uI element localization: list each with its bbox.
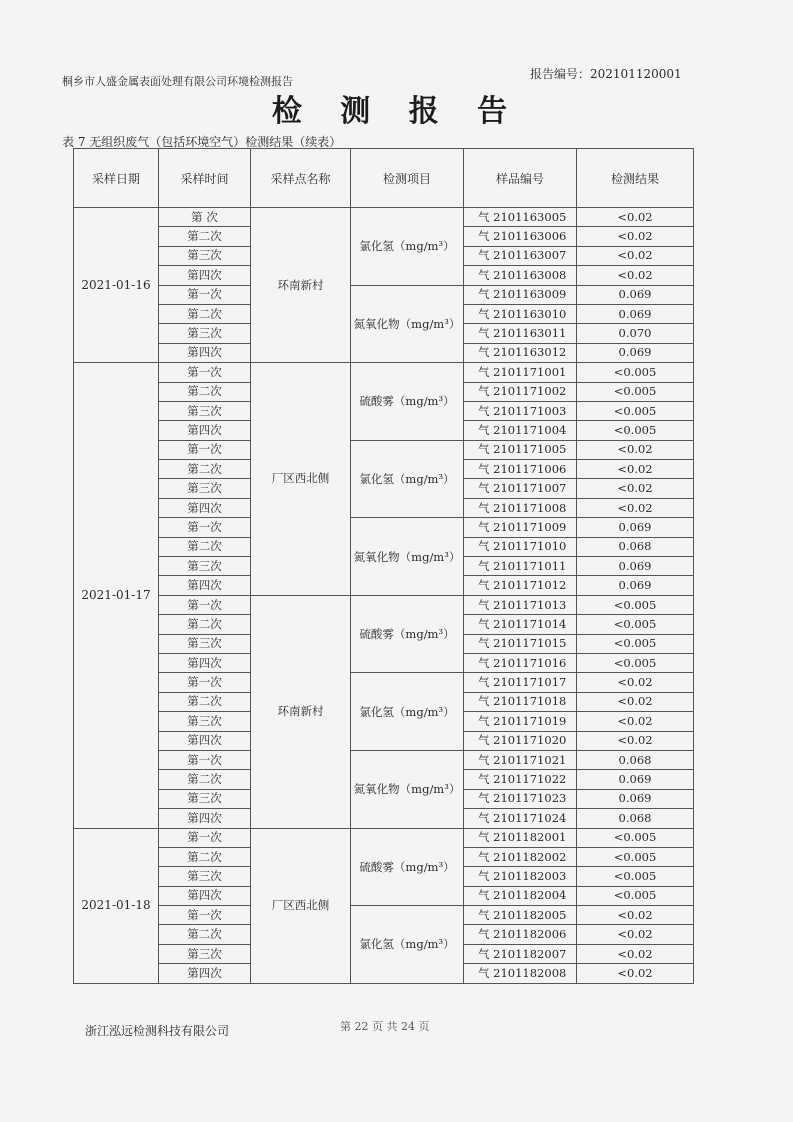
result-cell: <0.02 [577,692,694,711]
result-cell: 0.068 [577,537,694,556]
sample-id-cell: 气 2101171022 [464,770,577,789]
sampling-date-cell: 2021-01-18 [74,828,159,983]
sampling-time-cell: 第 次 [159,208,251,227]
result-cell: <0.005 [577,595,694,614]
result-cell: <0.02 [577,479,694,498]
result-cell: <0.02 [577,673,694,692]
sample-id-cell: 气 2101182004 [464,886,577,905]
result-cell: <0.02 [577,246,694,265]
result-cell: <0.02 [577,440,694,459]
header-sampling-point: 采样点名称 [251,149,351,208]
sample-id-cell: 气 2101171014 [464,615,577,634]
sampling-time-cell: 第四次 [159,964,251,983]
sampling-time-cell: 第一次 [159,595,251,614]
sampling-time-cell: 第一次 [159,363,251,382]
result-cell: 0.068 [577,809,694,828]
header-sampling-date: 采样日期 [74,149,159,208]
sample-id-cell: 气 2101171021 [464,750,577,769]
result-cell: 0.069 [577,343,694,362]
result-cell: <0.005 [577,847,694,866]
sampling-point-cell: 环南新村 [251,208,351,363]
sampling-time-cell: 第四次 [159,886,251,905]
result-cell: 0.069 [577,557,694,576]
sample-id-cell: 气 2101163007 [464,246,577,265]
report-number-value: 202101120001 [590,67,682,81]
result-cell: <0.02 [577,208,694,227]
sample-id-cell: 气 2101171009 [464,518,577,537]
sampling-time-cell: 第三次 [159,712,251,731]
result-cell: <0.02 [577,731,694,750]
sample-id-cell: 气 2101163005 [464,208,577,227]
header-sample-id: 样品编号 [464,149,577,208]
result-cell: 0.069 [577,518,694,537]
sampling-time-cell: 第二次 [159,227,251,246]
sampling-time-cell: 第三次 [159,634,251,653]
table-row [74,828,694,847]
sample-id-cell: 气 2101163010 [464,304,577,323]
table-row [74,208,694,227]
result-cell: <0.005 [577,634,694,653]
sampling-time-cell: 第四次 [159,809,251,828]
sampling-time-cell: 第一次 [159,285,251,304]
result-cell: <0.02 [577,964,694,983]
sampling-point-cell: 环南新村 [251,595,351,828]
result-cell: <0.02 [577,925,694,944]
sampling-time-cell: 第四次 [159,498,251,517]
result-cell: <0.005 [577,653,694,672]
sample-id-cell: 气 2101171018 [464,692,577,711]
table-header-row [74,149,694,208]
sample-id-cell: 气 2101182002 [464,847,577,866]
sampling-time-cell: 第二次 [159,537,251,556]
sample-id-cell: 气 2101163008 [464,266,577,285]
table-row [74,285,694,304]
header-test-item: 检测项目 [351,149,464,208]
result-cell: <0.02 [577,460,694,479]
result-cell: 0.068 [577,750,694,769]
sampling-time-cell: 第三次 [159,401,251,420]
sample-id-cell: 气 2101182005 [464,906,577,925]
result-cell: <0.02 [577,712,694,731]
sampling-time-cell: 第三次 [159,246,251,265]
sampling-time-cell: 第一次 [159,906,251,925]
sampling-time-cell: 第三次 [159,789,251,808]
test-item-cell: 氮氧化物（mg/m³） [351,285,464,363]
result-cell: <0.02 [577,498,694,517]
sampling-time-cell: 第三次 [159,324,251,343]
sample-id-cell: 气 2101171015 [464,634,577,653]
sampling-date-cell: 2021-01-16 [74,208,159,363]
result-cell: <0.02 [577,906,694,925]
sampling-time-cell: 第二次 [159,304,251,323]
test-item-cell: 氯化氢（mg/m³） [351,673,464,751]
sample-id-cell: 气 2101171004 [464,421,577,440]
sample-id-cell: 气 2101171001 [464,363,577,382]
table-row [74,906,694,925]
sampling-time-cell: 第一次 [159,673,251,692]
sampling-time-cell: 第三次 [159,867,251,886]
result-cell: <0.02 [577,227,694,246]
result-cell: <0.005 [577,401,694,420]
results-table [73,148,694,984]
table-row [74,673,694,692]
sampling-point-cell: 厂区西北侧 [251,828,351,983]
table-row [74,440,694,459]
test-item-cell: 氯化氢（mg/m³） [351,440,464,518]
result-cell: 0.069 [577,304,694,323]
result-cell: 0.069 [577,789,694,808]
sample-id-cell: 气 2101171017 [464,673,577,692]
sample-id-cell: 气 2101171003 [464,401,577,420]
sampling-time-cell: 第二次 [159,382,251,401]
sampling-time-cell: 第三次 [159,479,251,498]
test-item-cell: 氯化氢（mg/m³） [351,208,464,286]
sample-id-cell: 气 2101171019 [464,712,577,731]
sample-id-cell: 气 2101171011 [464,557,577,576]
sample-id-cell: 气 2101171016 [464,653,577,672]
test-item-cell: 氮氧化物（mg/m³） [351,750,464,828]
test-item-cell: 硫酸雾（mg/m³） [351,595,464,673]
sampling-time-cell: 第一次 [159,440,251,459]
sampling-time-cell: 第二次 [159,692,251,711]
sampling-time-cell: 第一次 [159,518,251,537]
table-caption: 表 7 无组织废气（包括环境空气）检测结果（续表） [62,135,342,149]
result-cell: <0.005 [577,886,694,905]
result-cell: 0.069 [577,770,694,789]
test-item-cell: 硫酸雾（mg/m³） [351,363,464,441]
sample-id-cell: 气 2101171006 [464,460,577,479]
test-item-cell: 硫酸雾（mg/m³） [351,828,464,906]
sample-id-cell: 气 2101182008 [464,964,577,983]
sampling-date-cell: 2021-01-17 [74,363,159,828]
sampling-time-cell: 第二次 [159,460,251,479]
sample-id-cell: 气 2101171008 [464,498,577,517]
sampling-time-cell: 第一次 [159,750,251,769]
sample-id-cell: 气 2101182003 [464,867,577,886]
sample-id-cell: 气 2101171002 [464,382,577,401]
result-cell: <0.005 [577,363,694,382]
sampling-time-cell: 第三次 [159,944,251,963]
result-cell: <0.02 [577,944,694,963]
page-title: 检 测 报 告 [271,94,522,129]
sample-id-cell: 气 2101182007 [464,944,577,963]
table-row [74,518,694,537]
report-company-header: 桐乡市人盛金属表面处理有限公司环境检测报告 [62,75,293,88]
header-sampling-time: 采样时间 [159,149,251,208]
sampling-time-cell: 第四次 [159,343,251,362]
result-cell: <0.02 [577,266,694,285]
sample-id-cell: 气 2101171020 [464,731,577,750]
table-row [74,595,694,614]
test-item-cell: 氮氧化物（mg/m³） [351,518,464,596]
result-cell: <0.005 [577,828,694,847]
sample-id-cell: 气 2101182001 [464,828,577,847]
table-body [74,208,694,984]
sampling-point-cell: 厂区西北侧 [251,363,351,596]
test-item-cell: 氯化氢（mg/m³） [351,906,464,984]
footer-company: 浙江泓远检测科技有限公司 [85,1024,230,1038]
sample-id-cell: 气 2101171023 [464,789,577,808]
sample-id-cell: 气 2101171012 [464,576,577,595]
sample-id-cell: 气 2101163011 [464,324,577,343]
result-cell: <0.005 [577,867,694,886]
sample-id-cell: 气 2101163006 [464,227,577,246]
page-number: 第 22 页 共 24 页 [340,1020,430,1033]
sample-id-cell: 气 2101163012 [464,343,577,362]
sampling-time-cell: 第四次 [159,731,251,750]
sample-id-cell: 气 2101171013 [464,595,577,614]
sampling-time-cell: 第四次 [159,653,251,672]
sampling-time-cell: 第二次 [159,847,251,866]
result-cell: <0.005 [577,615,694,634]
sampling-time-cell: 第二次 [159,615,251,634]
sampling-time-cell: 第二次 [159,925,251,944]
report-number [530,65,682,82]
result-cell: 0.070 [577,324,694,343]
sampling-time-cell: 第四次 [159,266,251,285]
header-result: 检测结果 [577,149,694,208]
report-number-label: 报告编号： [530,67,591,81]
sample-id-cell: 气 2101182006 [464,925,577,944]
result-cell: 0.069 [577,285,694,304]
sample-id-cell: 气 2101171005 [464,440,577,459]
sample-id-cell: 气 2101171010 [464,537,577,556]
table-row [74,363,694,382]
sampling-time-cell: 第一次 [159,828,251,847]
result-cell: <0.005 [577,382,694,401]
sample-id-cell: 气 2101171024 [464,809,577,828]
sample-id-cell: 气 2101171007 [464,479,577,498]
sampling-time-cell: 第二次 [159,770,251,789]
sample-id-cell: 气 2101163009 [464,285,577,304]
table-row [74,750,694,769]
sampling-time-cell: 第四次 [159,576,251,595]
result-cell: 0.069 [577,576,694,595]
sampling-time-cell: 第四次 [159,421,251,440]
result-cell: <0.005 [577,421,694,440]
sampling-time-cell: 第三次 [159,557,251,576]
